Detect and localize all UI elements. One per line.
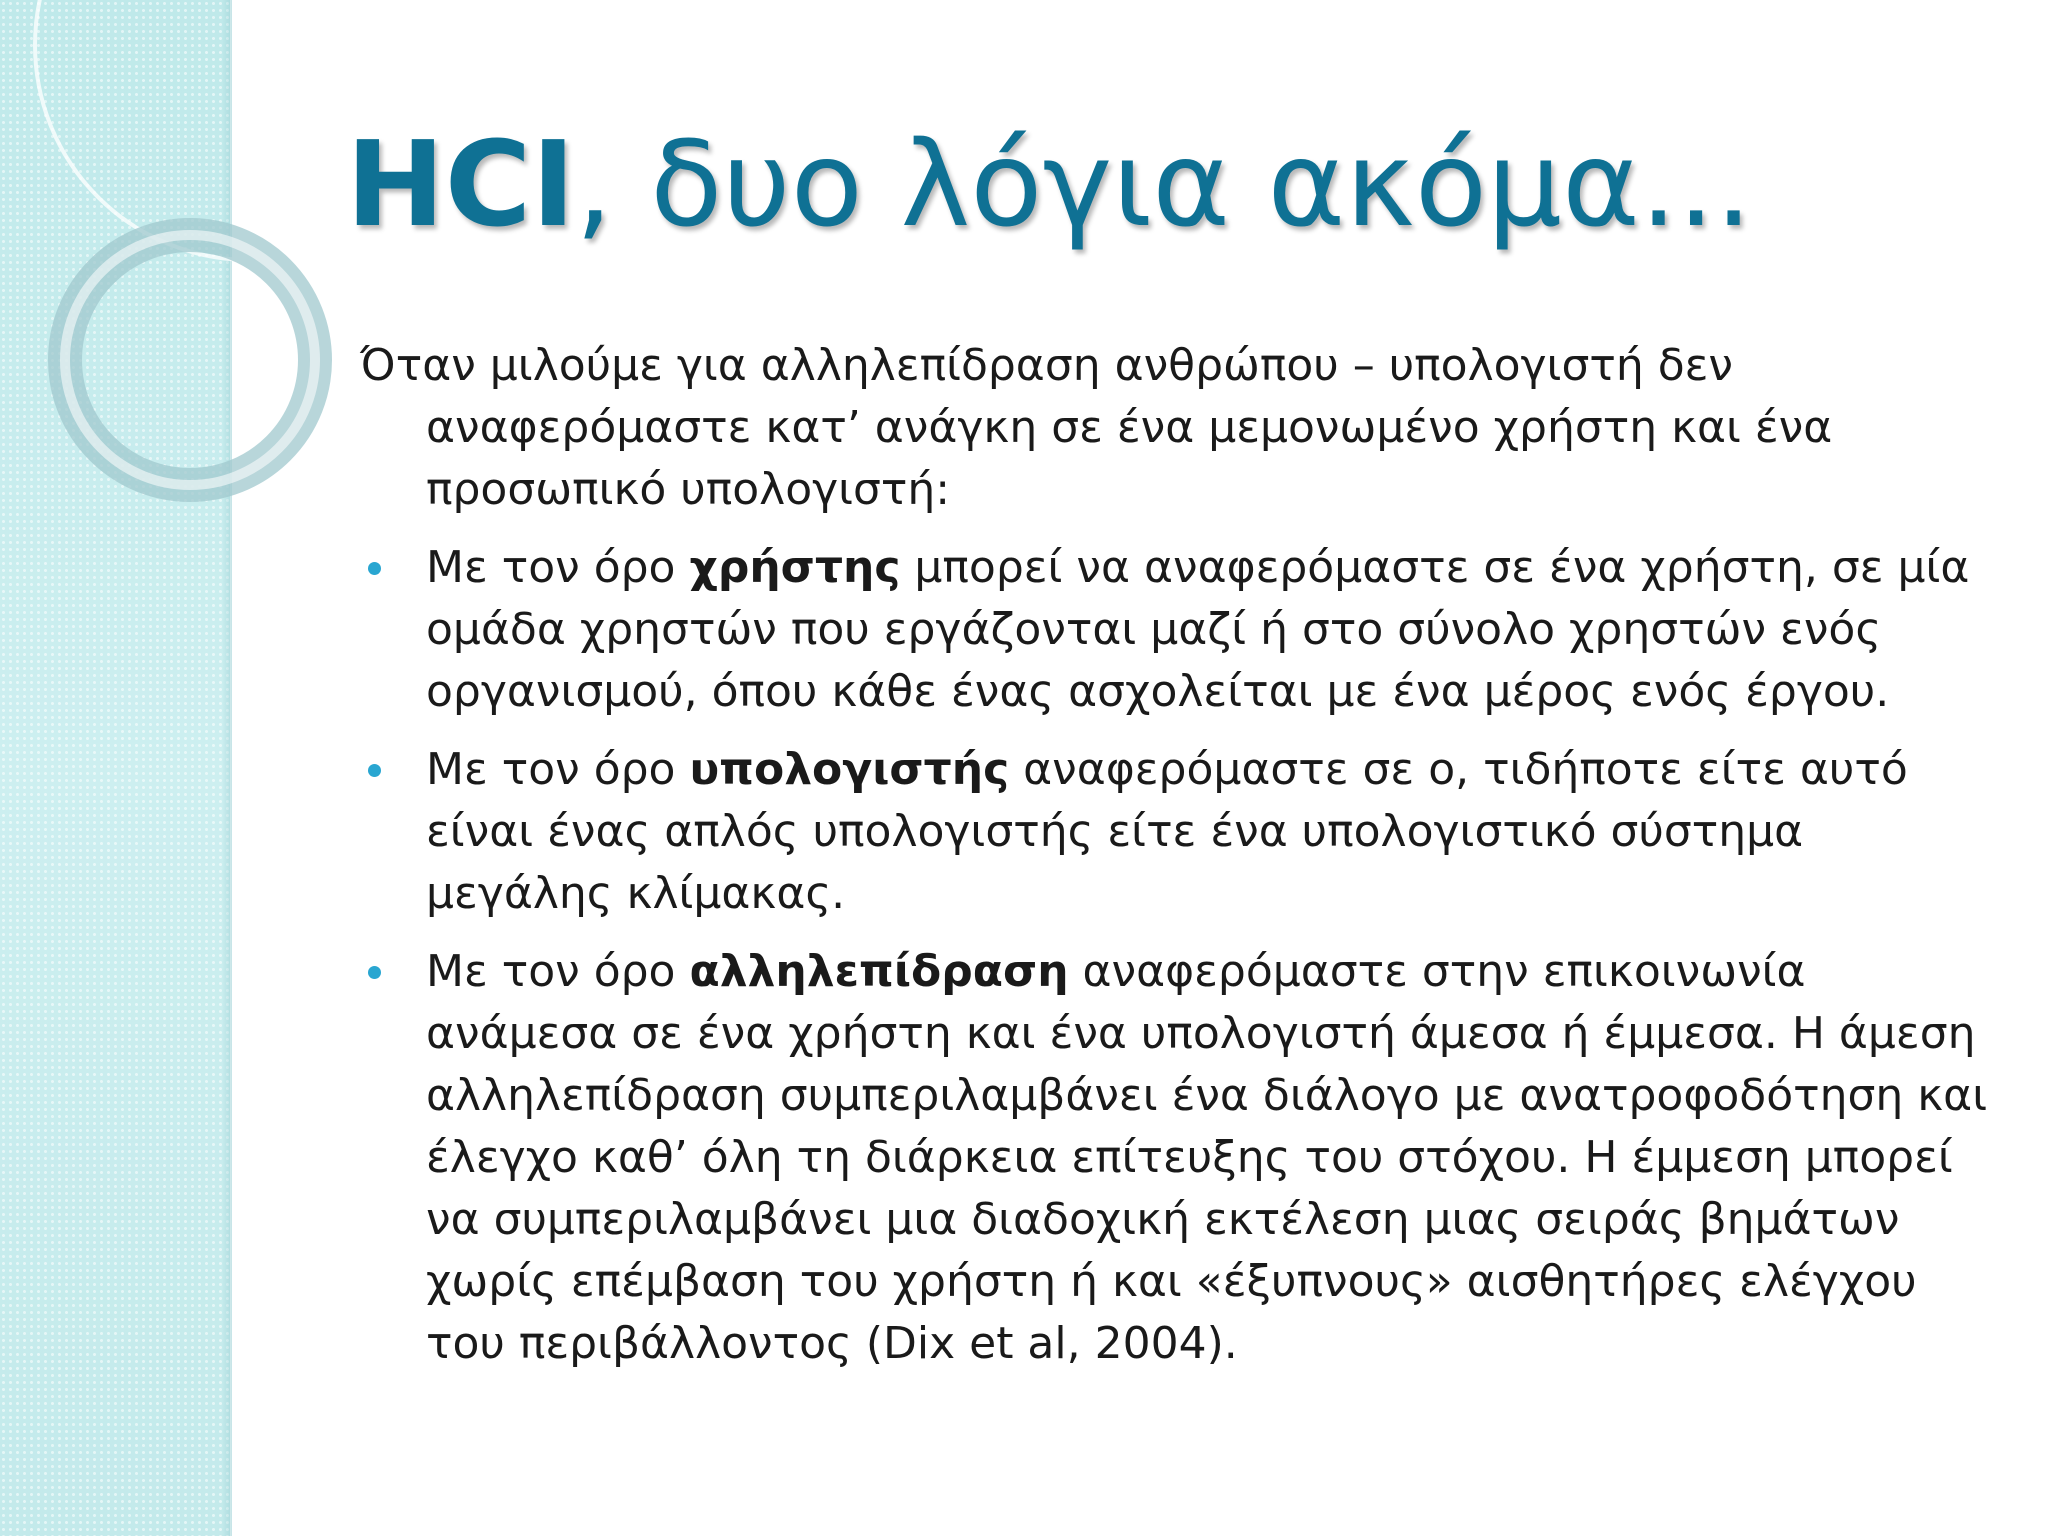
bullet-user [360, 537, 2000, 723]
bullet-prefix: Με τον όρο [426, 542, 690, 593]
title-rest: , δυο λόγια ακόμα... [575, 115, 1753, 253]
bullet-term: χρήστης [689, 542, 901, 593]
bullet-dot-icon [368, 966, 381, 979]
slide-content [360, 335, 2000, 1391]
slide-title [346, 115, 1753, 253]
bullet-prefix: Με τον όρο [426, 946, 690, 997]
intro-paragraph: Όταν μιλούμε για αλληλεπίδραση ανθρώπου – υπολογιστή δεν αναφερόμαστε κατ’ ανάγκη σε ένα μεμονωμένο χρήστη και ένα προσωπικό υπολογιστή: [360, 340, 1833, 515]
bullet-text: μπορεί να αναφερόμαστε σε ένα χρήστη, σε μία ομάδα χρηστών που εργάζονται μαζί ή στο σύνολο χρηστών ενός οργανισμού, όπου κάθε ένας ασχολείται με ένα μέρος ενός έργου. [426, 542, 1970, 717]
decorative-ring-highlight [65, 235, 315, 485]
bullet-dot-icon [368, 562, 381, 575]
bullet-dot-icon [368, 764, 381, 777]
bullet-prefix: Με τον όρο [426, 744, 690, 795]
bullet-text: αναφερόμαστε στην επικοινωνία ανάμεσα σε ένα χρήστη και ένα υπολογιστή άμεσα ή έμμεσα. Η άμεση αλληλεπίδραση συμπεριλαμβάνει ένα διάλογο με ανατροφοδότηση και έλεγχο καθ’ όλη τη διάρκεια επίτευξης του στόχου. Η έμμεση μπορεί να συμπεριλαμβάνει μια διαδοχική εκτέλεση μιας σειράς βημάτων χωρίς επέμβαση του χρήστη ή και «έξυπνους» αισθητήρες ελέγχου του περιβάλλοντος (Dix et al, 2004). [426, 946, 1988, 1369]
decorative-rings [0, 0, 420, 560]
bullet-computer [360, 739, 2000, 925]
title-bold-part: HCI [346, 115, 576, 253]
bullet-interaction [360, 941, 2000, 1375]
bullet-term: αλληλεπίδραση [689, 946, 1069, 997]
bullet-text: αναφερόμαστε σε ο, τιδήποτε είτε αυτό είναι ένας απλός υπολογιστής είτε ένα υπολογιστικό σύστημα μεγάλης κλίμακας. [426, 744, 1908, 919]
bullet-term: υπολογιστής [689, 744, 1010, 795]
